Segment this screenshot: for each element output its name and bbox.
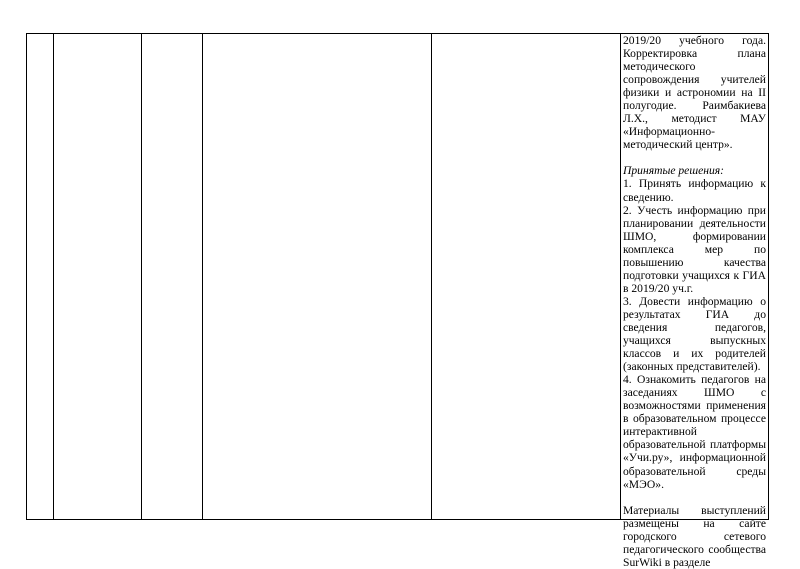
decision-item-4: 4. Ознакомить педагогов на заседаниях ШМО с возможностями применения в образовательном процессе интерактивной образовательной платформы «Учи.ру», информационной образовательной среды «МЭО». <box>623 373 766 491</box>
paragraph-gap <box>623 151 766 164</box>
column-divider-3 <box>202 33 203 520</box>
decisions-heading: Принятые решения: <box>623 164 725 178</box>
paragraph-gap <box>623 491 766 504</box>
last-column-cell <box>623 34 766 569</box>
column-divider-1 <box>53 33 54 520</box>
agenda-paragraph: 2019/20 учебного года. Корректировка плана методического сопровождения учителей физики и астрономии на II полугодие. Раимбакиева Л.Х., методист МАУ «Информационно-методический центр». <box>623 34 766 152</box>
decision-item-3: 3. Довести информацию о результатах ГИА до сведения педагогов, учащихся выпускных классов и их родителей (законных представителей). <box>623 294 766 374</box>
decision-item-2: 2. Учесть информацию при планировании деятельности ШМО, формировании комплекса мер по повышению качества подготовки учащихся к ГИА в 2019/20 уч.г. <box>623 203 766 295</box>
column-divider-2 <box>141 33 142 520</box>
column-divider-5 <box>620 33 621 520</box>
column-divider-4 <box>431 33 432 520</box>
materials-paragraph: Материалы выступлений размещены на сайте городского сетевого педагогического сообщества SurWiki в разделе <box>623 503 766 569</box>
decision-item-1: 1. Принять информацию к сведению. <box>623 177 766 204</box>
